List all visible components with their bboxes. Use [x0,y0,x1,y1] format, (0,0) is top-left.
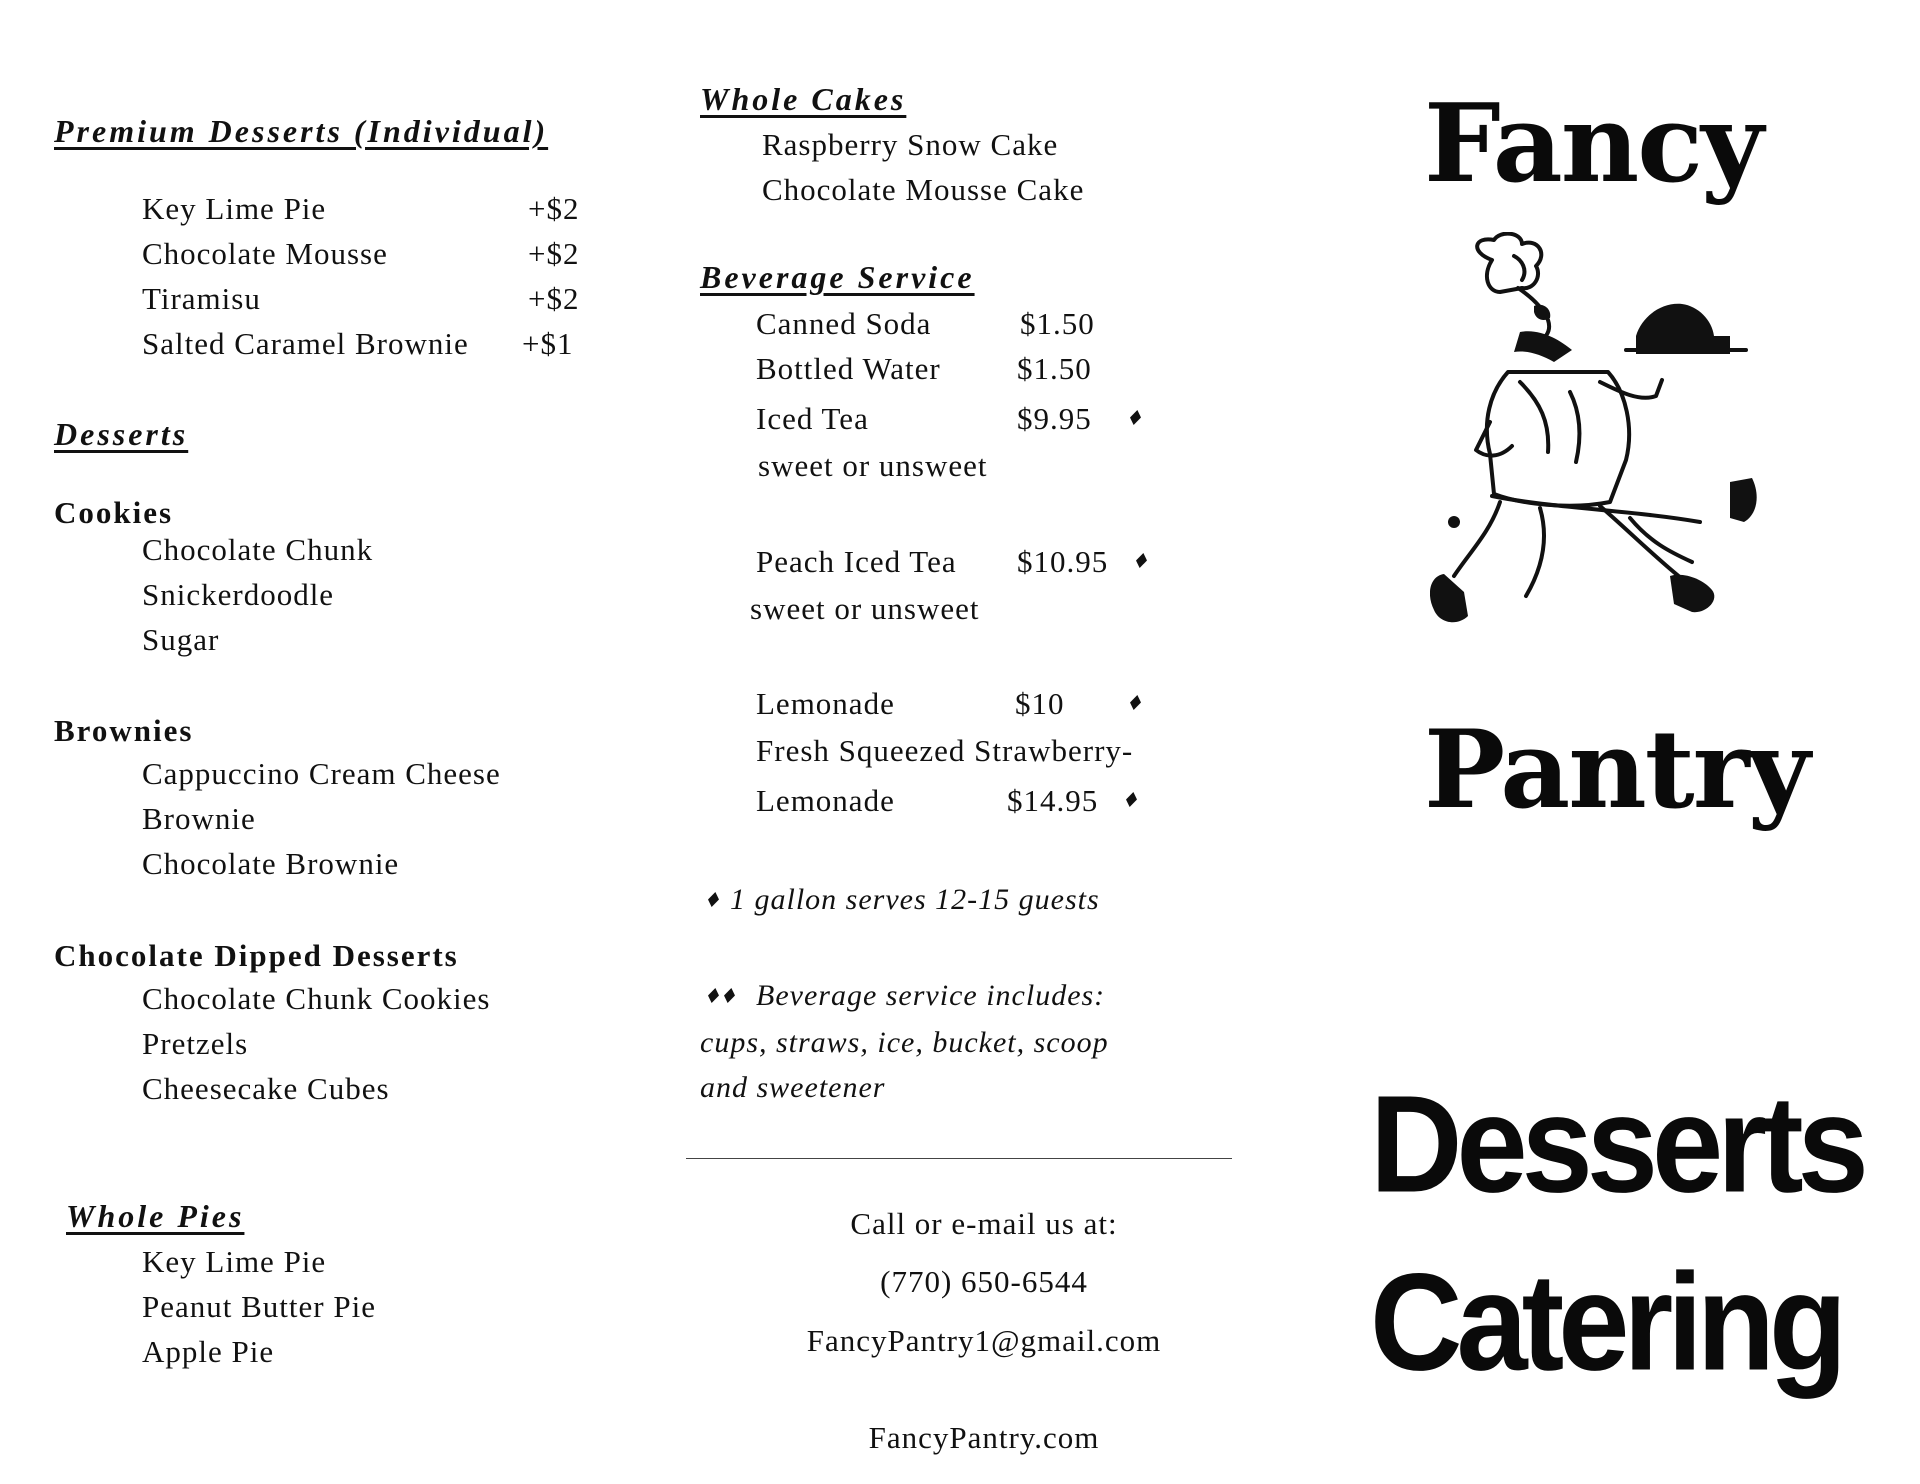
whole-pies-heading: Whole Pies [66,1198,245,1234]
beverage-price: $9.95 [1017,401,1092,436]
cake-item: Raspberry Snow Cake [762,127,1059,162]
cookie-item: Chocolate Chunk [142,532,374,567]
beverage-note: sweet or unsweet [750,591,980,626]
beverage-price: $14.95 [1007,783,1099,818]
premium-item-name: Tiramisu [142,281,261,316]
desserts-heading: Desserts [54,416,189,452]
beverage-note: sweet or unsweet [758,448,988,483]
gallon-diamond-icon [1134,553,1149,568]
premium-item-price: +$1 [522,326,574,361]
service-diamond-icon [722,988,737,1003]
beverage-price: $10.95 [1017,544,1109,579]
tagline-desserts: Desserts [1370,1067,1863,1222]
beverage-name: Fresh Squeezed Strawberry- [756,733,1134,768]
cookie-item: Sugar [142,622,220,657]
brand-word-fancy: Fancy [1424,81,1762,207]
contact-email[interactable]: FancyPantry1@gmail.com [806,1323,1162,1358]
service-footnote-line: and sweetener [700,1071,886,1104]
brownies-heading: Brownies [54,713,194,748]
beverage-name: Iced Tea [756,401,869,436]
dipped-desserts-heading: Chocolate Dipped Desserts [54,938,459,973]
cookies-heading: Cookies [54,495,174,530]
beverage-name: Bottled Water [756,351,941,386]
premium-item-name: Salted Caramel Brownie [142,326,469,361]
beverage-price: $10 [1015,686,1065,721]
dipped-item: Cheesecake Cubes [142,1071,390,1106]
tagline-catering: Catering [1370,1245,1842,1400]
brand-word-pantry: Pantry [1424,707,1809,833]
gallon-diamond-icon [706,892,721,907]
cake-item: Chocolate Mousse Cake [762,172,1085,207]
contact-website[interactable]: FancyPantry.com [868,1420,1100,1455]
contact-divider [686,1158,1232,1159]
beverage-name: Lemonade [756,686,895,721]
beverage-name: Peach Iced Tea [756,544,957,579]
beverage-price: $1.50 [1017,351,1092,386]
contact-prompt: Call or e-mail us at: [850,1206,1118,1241]
beverage-price: $1.50 [1020,306,1095,341]
pie-item: Key Lime Pie [142,1244,327,1279]
contact-phone[interactable]: (770) 650-6544 [880,1264,1088,1299]
premium-desserts-heading: Premium Desserts (Individual) [54,113,549,149]
running-chef-icon [1430,232,1790,676]
cookie-item: Snickerdoodle [142,577,335,612]
whole-cakes-heading: Whole Cakes [700,81,907,117]
service-diamond-icon [706,988,721,1003]
premium-item-price: +$2 [528,236,580,271]
premium-item-name: Chocolate Mousse [142,236,388,271]
brownie-item: Brownie [142,801,256,836]
beverage-name: Canned Soda [756,306,932,341]
premium-item-price: +$2 [528,191,580,226]
dipped-item: Chocolate Chunk Cookies [142,981,491,1016]
dipped-item: Pretzels [142,1026,249,1061]
pie-item: Apple Pie [142,1334,275,1369]
beverage-service-heading: Beverage Service [700,259,975,295]
beverage-name: Lemonade [756,783,895,818]
pie-item: Peanut Butter Pie [142,1289,376,1324]
brownie-item: Chocolate Brownie [142,846,400,881]
brownie-item: Cappuccino Cream Cheese [142,756,501,791]
gallon-diamond-icon [1128,695,1143,710]
premium-item-name: Key Lime Pie [142,191,327,226]
gallon-footnote: 1 gallon serves 12-15 guests [730,883,1100,916]
service-footnote-line: Beverage service includes: [756,979,1106,1012]
gallon-diamond-icon [1124,792,1139,807]
premium-item-price: +$2 [528,281,580,316]
service-footnote-line: cups, straws, ice, bucket, scoop [700,1026,1109,1059]
gallon-diamond-icon [1128,410,1143,425]
